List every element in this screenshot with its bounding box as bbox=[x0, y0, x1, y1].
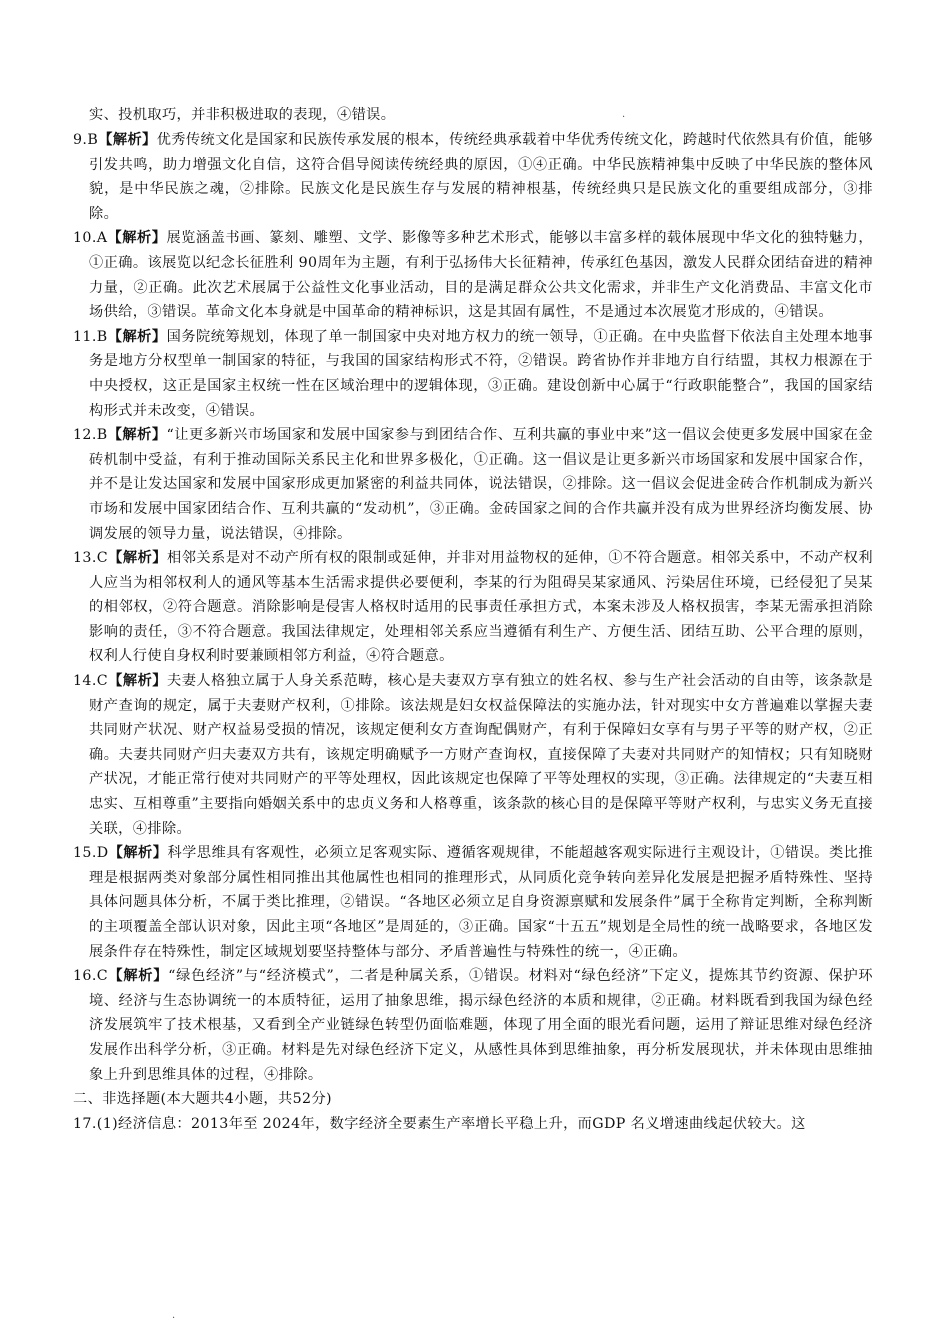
answer-number: 16.C bbox=[73, 968, 109, 985]
answer-number: 13.C bbox=[73, 550, 109, 567]
analysis-tag: 【解析】 bbox=[108, 968, 169, 985]
answer-text bbox=[73, 226, 873, 324]
answer-number: 9.B bbox=[73, 132, 99, 148]
question-number: 17. bbox=[73, 1115, 97, 1132]
analysis-text: 夫妻人格独立属于人身关系范畴，核心是夫妻双方享有独立的姓名权、参与生产社会活动的自由等，该条款是财产查询的规定，属于夫妻财产权利，①排除。该法规是妇女权益保障法的实施办法，针对现实中女方普遍难以掌握夫妻共同财产状况、财产权益易受损的情况，该规定便利女方查询配偶财产，有利于保障妇女享有与男子平等的财产权，②正确。夫妻共同财产归夫妻双方共有，该规定明确赋予一方财产查询权，直接保障了夫妻对共同财产的知情权；只有知晓财产状况，才能正常行使对共同财产的平等处理权，因此该规定也保障了平等处理权的实现，③正确。法律规定的“夫妻互相忠实、互相尊重”主要指向婚姻关系中的忠贞义务和人格尊重，该条款的核心目的是保障平等财产权利，与忠实义务无直接关联，④排除。 bbox=[89, 673, 873, 837]
analysis-text: 展览涵盖书画、篆刻、雕塑、文学、影像等多种艺术形式，能够以丰富多样的载体展现中华文化的独特魅力，①正确。该展览以纪念长征胜利 90周年为主题，有利于弘扬伟大长征精神，传承红色基因，激发人民群众团结奋进的精神力量，②正确。此次艺术展属于公益性文化事业活动，目的是满足群众公共文化需求，并非生产文化消费品、丰富文化市场供给，③错误。革命文化本身就是中国革命的精神标识，这是其固有属性，不是通过本次展览才形成的，④错误。 bbox=[89, 230, 873, 321]
answer-number: 10.A bbox=[73, 230, 108, 247]
analysis-tag: 【解析】 bbox=[98, 132, 157, 148]
answer-text bbox=[73, 964, 873, 1087]
answer-item-13 bbox=[73, 546, 873, 669]
analysis-tag: 【解析】 bbox=[107, 230, 167, 247]
answer-text bbox=[73, 841, 873, 964]
answer-explanations bbox=[73, 128, 873, 1136]
question-body: (1)经济信息：2013年至 2024年，数字经济全要素生产率增长平稳上升，而GDP 名义增速曲线起伏较大。这 bbox=[96, 1115, 806, 1132]
continuation-line: 实、投机取巧，并非积极进取的表现，④错误。 bbox=[89, 107, 396, 123]
question-text bbox=[73, 1112, 873, 1137]
analysis-text: “让更多新兴市场国家和发展中国家参与到团结合作、互利共赢的事业中来”这一倡议会使更多发展中国家在金砖机制中受益，有利于推动国际关系民主化和世界多极化，①正确。这一倡议是让更多新兴市场国家和发展中国家合作，并不是让发达国家和发展中国家形成更加紧密的利益共同体，说法错误，②排除。这一倡议会促进金砖合作机制成为新兴市场和发展中国家团结合作、互利共赢的“发动机”，③正确。金砖国家之间的合作共赢并没有成为世界经济均衡发展、协调发展的领导力量，说法错误，④排除。 bbox=[89, 427, 873, 542]
analysis-tag: 【解析】 bbox=[107, 328, 167, 345]
analysis-text: “绿色经济”与“经济模式”，二者是种属关系，①错误。材料对“绿色经济”下定义，提炼其节约资源、保护环境、经济与生态协调统一的本质特征，运用了抽象思维，揭示绿色经济的本质和规律，②正确。材料既看到我国为绿色经济发展筑牢了技术根基，又看到全产业链绿色转型仍面临难题，体现了用全面的眼光看问题，运用了辩证思维对绿色经济发展作出科学分析，③正确。材料是先对绿色经济下定义，从感性具体到思维抽象，再分析发展现状，并未体现由思维抽象上升到思维具体的过程，④排除。 bbox=[89, 968, 873, 1083]
analysis-text: 科学思维具有客观性，必须立足客观实际、遵循客观规律，不能超越客观实际进行主观设计，①错误。类比推理是根据两类对象部分属性相同推出其他属性也相同的推理形式，从同质化竞争转向差异化发展是把握矛盾特殊性、坚持具体问题具体分析，不属于类比推理，②错误。“各地区必须立足自身资源禀赋和发展条件”属于全称肯定判断，全称判断的主项覆盖全部认识对象，因此主项“各地区”是周延的，③正确。国家“十五五”规划是全局性的统一战略要求，各地区发展条件存在特殊性，制定区域规划要坚持整体与部分、矛盾普遍性与特殊性的统一，④正确。 bbox=[89, 845, 873, 960]
answer-text bbox=[73, 128, 873, 226]
answer-item-16 bbox=[73, 964, 873, 1087]
answer-text bbox=[73, 669, 873, 841]
analysis-text: 国务院统筹规划，体现了单一制国家中央对地方权力的统一领导，①正确。在中央监督下依法自主处理本地事务是地方分权型单一制国家的特征，与我国的国家结构形式不符，②错误。跨省协作并非地方自行结盟，其权力根源在于中央授权，这正是国家主权统一性在区域治理中的逻辑体现，③正确。建设创新中心属于“行政职能整合”，我国的国家结构形式并未改变，④错误。 bbox=[89, 328, 873, 419]
analysis-text: 优秀传统文化是国家和民族传承发展的根本，传统经典承载着中华优秀传统文化，跨越时代依然具有价值，能够引发共鸣，助力增强文化自信，这符合倡导阅读传统经典的原因，①④正确。中华民族精神集中反映了中华民族的整体风貌，是中华民族之魂，②排除。民族文化是民族生存与发展的精神根基，传统经典只是民族文化的重要组成部分，③排除。 bbox=[89, 132, 873, 222]
answer-item-10 bbox=[73, 226, 873, 324]
section-heading: 二、非选择题(本大题共4小题，共52分) bbox=[73, 1091, 332, 1108]
analysis-text: 相邻关系是对不动产所有权的限制或延伸，并非对用益物权的延伸，①不符合题意。相邻关系中，不动产权利人应当为相邻权利人的通风等基本生活需求提供必要便利，李某的行为阻碍吴某家通风、污染居住环境，已经侵犯了吴某的相邻权，②符合题意。消除影响是侵害人格权时适用的民事责任承担方式，本案未涉及人格权损害，李某无需承担消除影响的责任，③不符合题意。我国法律规定，处理相邻关系应当遵循有利生产、方便生活、团结互助、公平合理的原则，权利人行使自身权利时要兼顾相邻方利益，④符合题意。 bbox=[89, 550, 873, 665]
answer-text bbox=[73, 546, 873, 669]
analysis-tag: 【解析】 bbox=[108, 673, 167, 690]
answer-text bbox=[73, 325, 873, 423]
analysis-tag: 【解析】 bbox=[108, 845, 168, 862]
analysis-tag: 【解析】 bbox=[107, 427, 167, 444]
answer-item-14 bbox=[73, 669, 873, 841]
answer-item-11 bbox=[73, 325, 873, 423]
analysis-tag: 【解析】 bbox=[108, 550, 167, 567]
answer-number: 11.B bbox=[73, 328, 108, 345]
scan-speck: · bbox=[622, 112, 626, 123]
answer-number: 15.D bbox=[73, 845, 109, 862]
answer-text bbox=[73, 423, 873, 546]
scan-speck: · bbox=[172, 1313, 176, 1324]
answer-number: 14.C bbox=[73, 673, 109, 690]
answer-number: 12.B bbox=[73, 427, 108, 444]
question-17 bbox=[73, 1112, 873, 1137]
answer-item-12 bbox=[73, 423, 873, 546]
answer-item-9 bbox=[73, 128, 873, 226]
answer-item-15 bbox=[73, 841, 873, 964]
